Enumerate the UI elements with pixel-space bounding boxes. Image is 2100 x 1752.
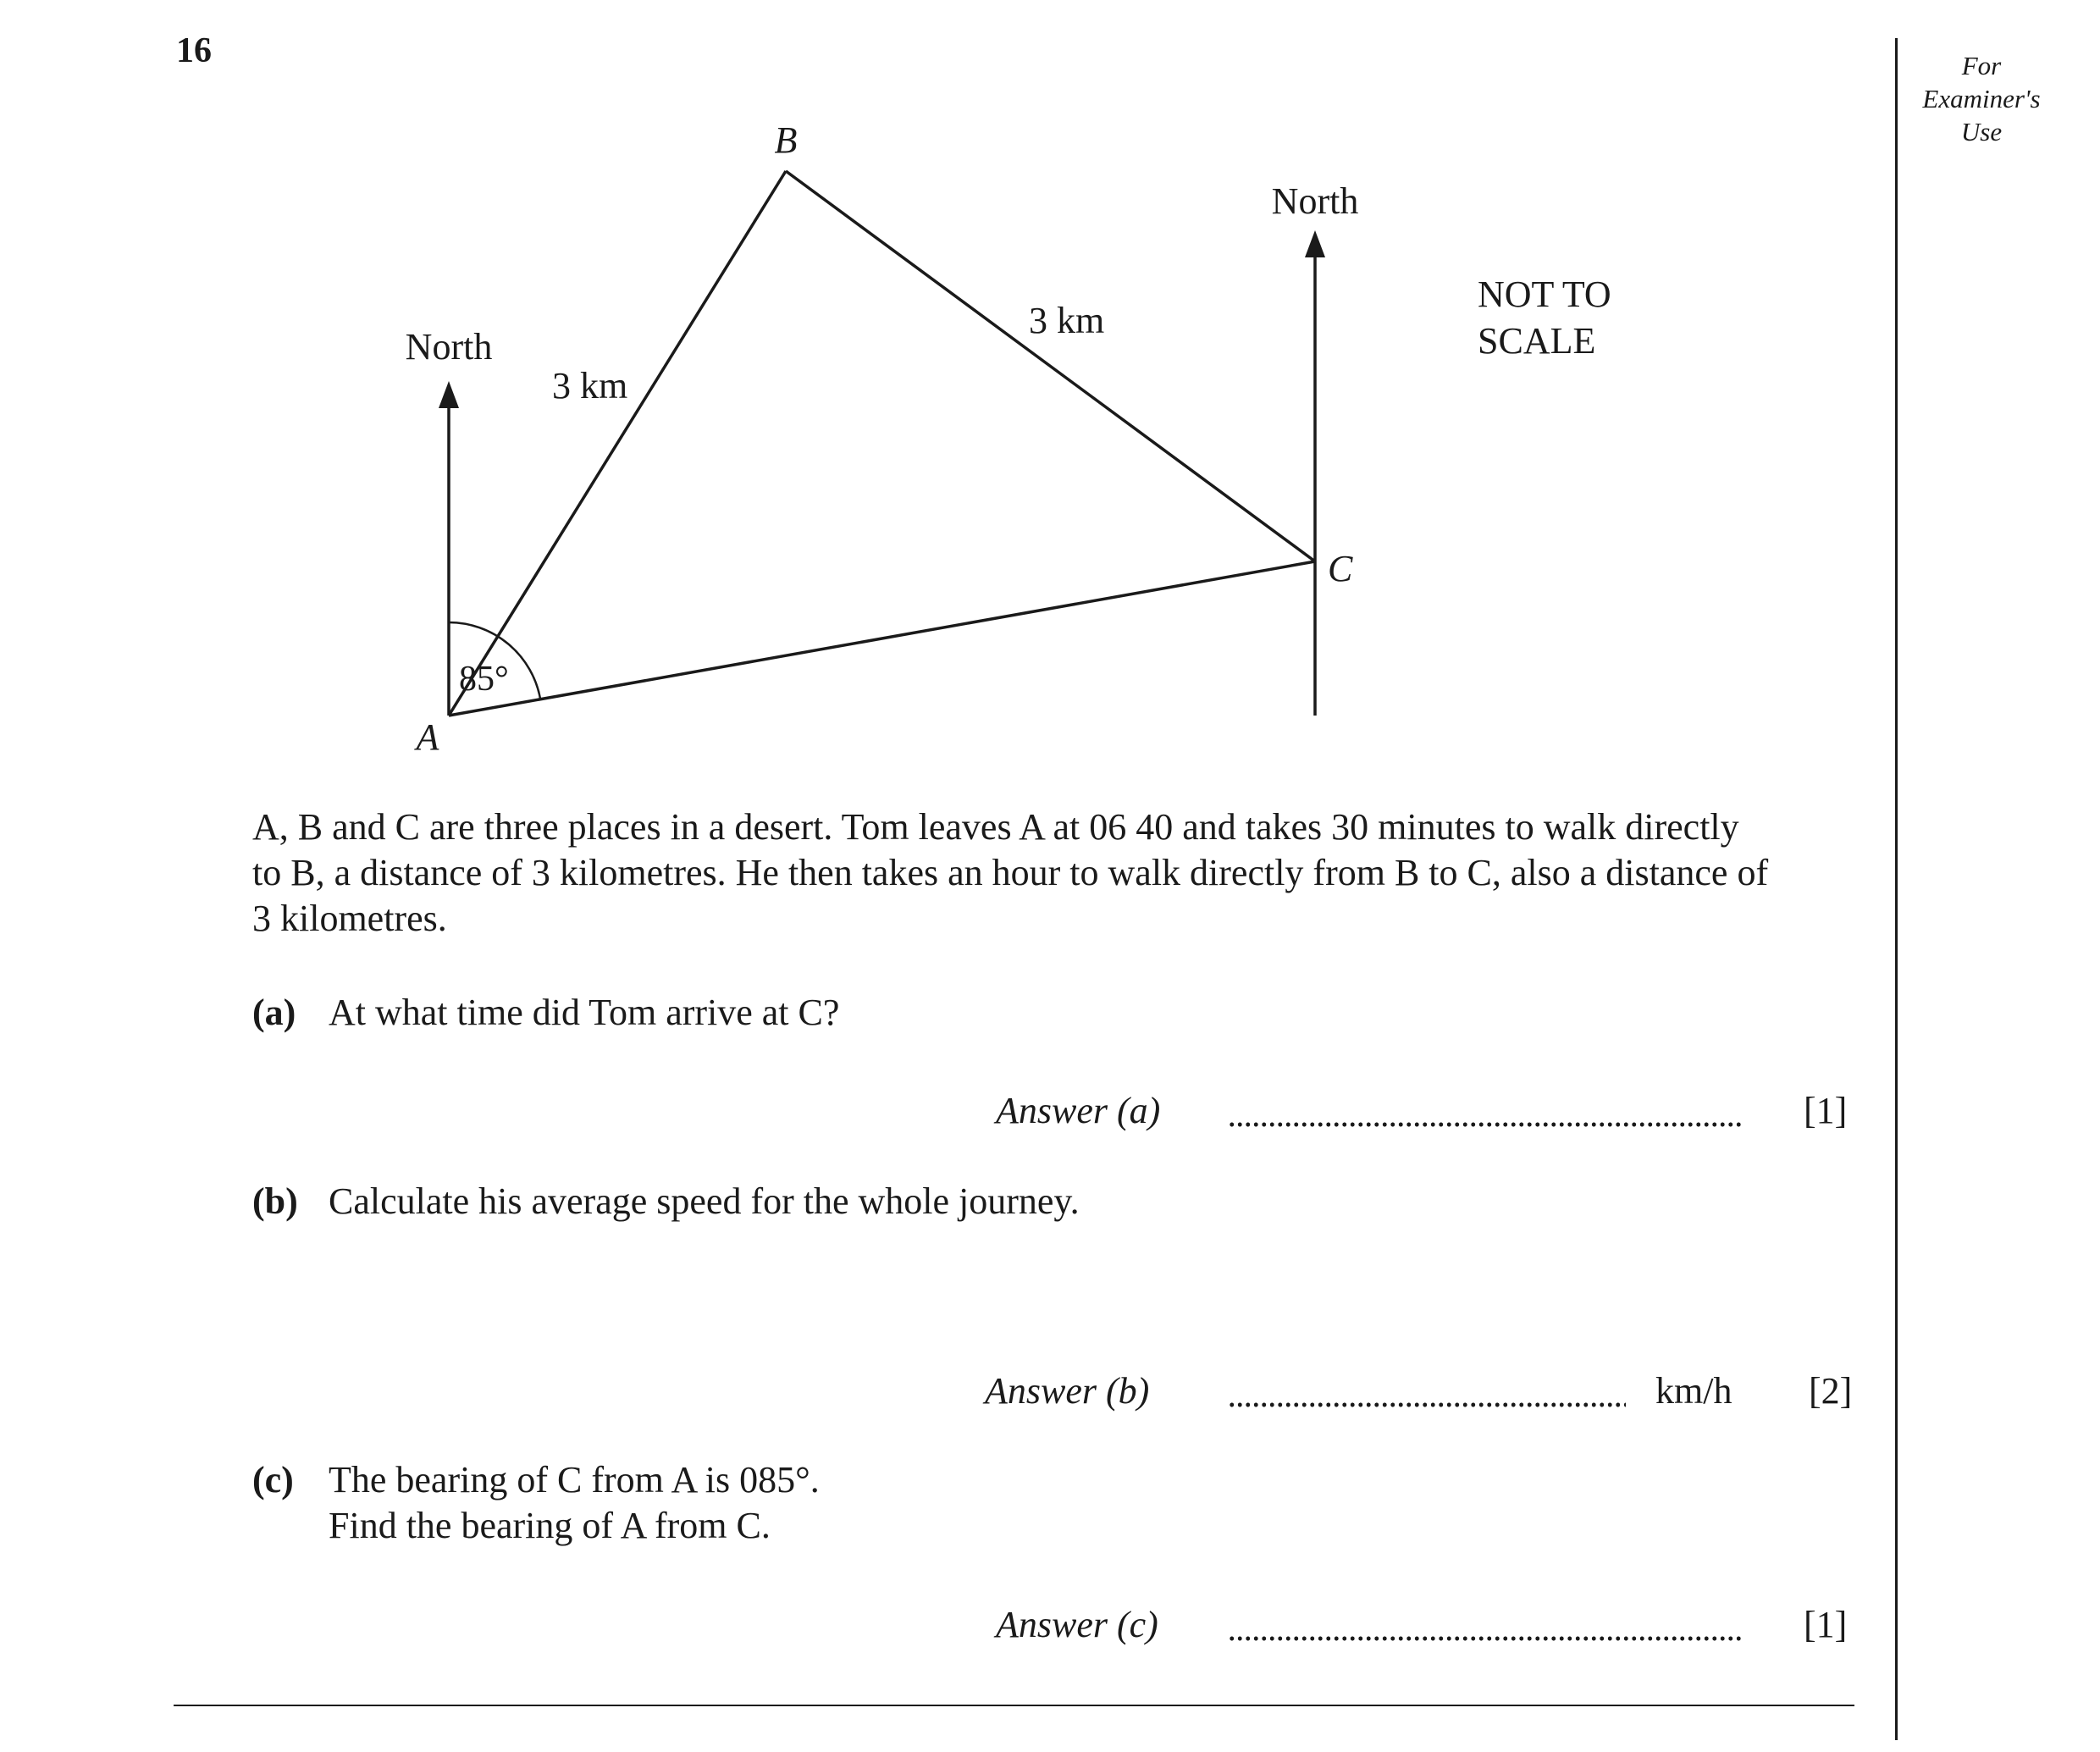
label-point-b: B (774, 119, 798, 161)
not-to-scale-line1: NOT TO (1478, 274, 1611, 315)
label-angle: 85° (459, 660, 509, 699)
label-point-c: C (1328, 548, 1353, 589)
intro-line-2: to B, a distance of 3 kilometres. He then takes an hour to walk directly from B to C, also a distance of (252, 852, 1769, 893)
part-a-question: At what time did Tom arrive at C? (329, 992, 840, 1033)
label-north-c: North (1271, 180, 1359, 222)
part-c-label: (c) (252, 1459, 294, 1501)
part-b-label: (b) (252, 1180, 298, 1222)
part-b-answer-line[interactable] (1228, 1402, 1626, 1407)
bottom-rule (174, 1705, 1854, 1706)
examiner-label-line2: Examiner's (1922, 84, 2041, 113)
part-c-marks: [1] (1804, 1604, 1848, 1645)
intro-line-1: A, B and C are three places in a desert. Tom leaves A at 06 40 and takes 30 minutes to walk directly (252, 806, 1739, 848)
question-intro (252, 804, 1861, 942)
label-distance-ab: 3 km (552, 365, 628, 406)
part-b-question: Calculate his average speed for the whole journey. (329, 1180, 1080, 1222)
part-a-answer-label: Answer (a) (996, 1090, 1161, 1131)
part-b-unit: km/h (1655, 1370, 1732, 1412)
part-c-answer-line[interactable] (1228, 1636, 1743, 1641)
intro-line-3: 3 kilometres. (252, 898, 447, 939)
line-ac (449, 561, 1315, 716)
examiner-label-line3: Use (1960, 117, 2003, 146)
part-a-label: (a) (252, 992, 296, 1033)
label-point-a: A (416, 716, 439, 758)
part-a-answer-line[interactable] (1228, 1122, 1743, 1127)
part-c-question: The bearing of C from A is 085°. (329, 1459, 820, 1501)
part-c-answer-label: Answer (c) (996, 1604, 1158, 1645)
north-arrowhead-c (1305, 230, 1325, 257)
examiner-label-line1: For (1961, 51, 2002, 80)
label-distance-bc: 3 km (1029, 300, 1105, 341)
line-ab (449, 171, 786, 716)
label-north-a: North (405, 326, 493, 368)
not-to-scale-line2: SCALE (1478, 320, 1596, 362)
part-b-answer-label: Answer (b) (985, 1370, 1150, 1412)
part-c-question-line2: Find the bearing of A from C. (329, 1505, 771, 1546)
part-a-marks: [1] (1804, 1090, 1848, 1131)
north-arrowhead-a (439, 381, 459, 408)
page-number: 16 (176, 31, 212, 70)
line-bc (786, 171, 1315, 561)
part-b-marks: [2] (1809, 1370, 1853, 1412)
bearing-diagram (0, 0, 2100, 762)
